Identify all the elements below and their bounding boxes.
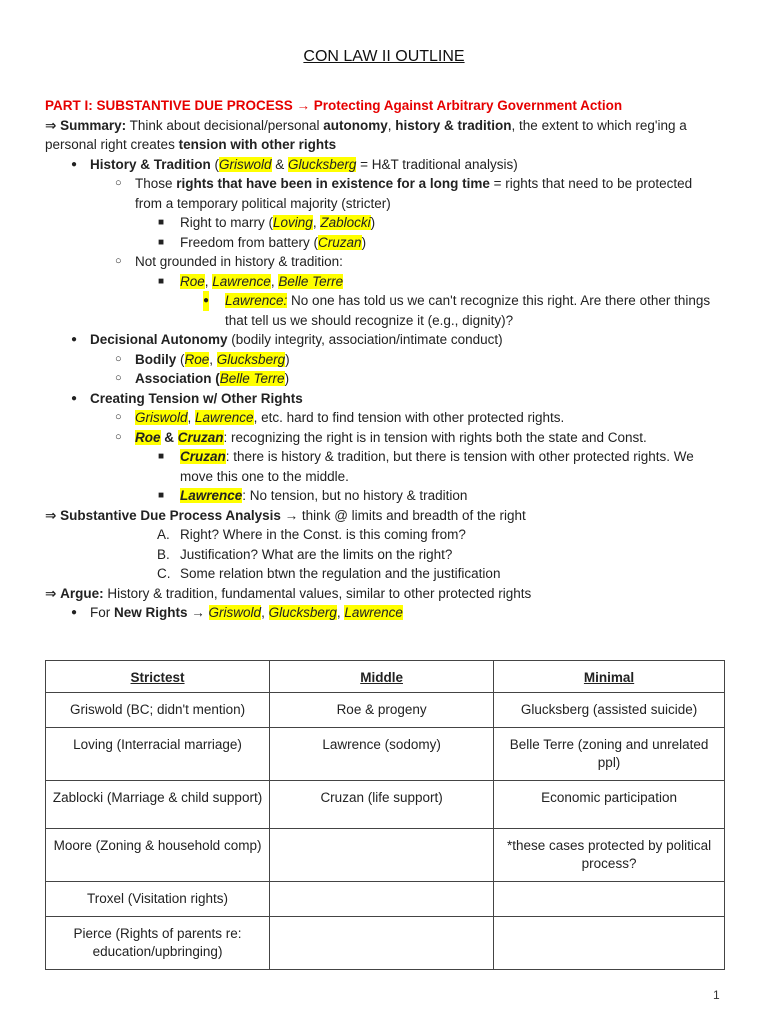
table-cell: Roe & progeny (270, 693, 494, 728)
bullet-label: History & Tradition (90, 156, 211, 172)
text: History & tradition, fundamental values, similar to other protected rights (103, 585, 532, 601)
text: , etc. hard to find tension with other protected rights. (253, 410, 565, 425)
summary-line-1 (45, 116, 735, 136)
case-glucksberg: Glucksberg (216, 351, 286, 367)
case-lawrence: Lawrence (195, 410, 254, 425)
table-row (46, 829, 725, 882)
case-belle-terre: Belle Terre (278, 273, 344, 289)
item-cruzan-cont (45, 467, 735, 487)
text: For (90, 605, 115, 620)
sub-roe-cruzan (45, 428, 735, 448)
bold-text: New Rights (114, 605, 188, 620)
item-lawrence-note-cont (45, 311, 735, 331)
table-cell: Troxel (Visitation rights) (46, 882, 270, 917)
case-roe: Roe (135, 429, 161, 445)
table-cell: *these cases protected by political process? (494, 829, 725, 882)
case-cruzan: Cruzan (318, 234, 362, 250)
table-cell: Economic participation (494, 781, 725, 829)
square-bullet-icon: ■ (158, 236, 165, 248)
case-loving: Loving (273, 215, 313, 230)
text: : there is history & tradition, but there is tension with other protected rights. We (225, 449, 694, 464)
case-lawrence: Lawrence (180, 488, 243, 503)
summary-text: , the extent to which reg'ing a (511, 117, 687, 133)
table-cell (270, 829, 494, 882)
table-cell: Belle Terre (zoning and unrelated ppl) (494, 728, 725, 781)
item-lawrence (45, 486, 735, 506)
text: move this one to the middle. (180, 468, 349, 484)
column-header-minimal: Minimal (494, 661, 725, 693)
case-roe: Roe (180, 273, 205, 289)
case-griswold: Griswold (135, 410, 188, 425)
table-cell: Pierce (Rights of parents re: education/upbringing) (46, 917, 270, 970)
bullet-icon: ● (71, 607, 78, 618)
text: , (312, 215, 321, 230)
item-freedom-from-battery (45, 233, 735, 253)
case-belle-terre: Belle Terre (219, 371, 285, 386)
step-item (45, 545, 735, 565)
text: Right to marry ( (180, 215, 274, 230)
table-row (46, 781, 725, 829)
bold-text: Bodily (135, 351, 177, 367)
table-cell: Lawrence (sodomy) (270, 728, 494, 781)
step-text: Right? Where in the Const. is this coming from? (180, 527, 466, 542)
table-row (46, 882, 725, 917)
dot-bullet-icon: ● (203, 291, 209, 311)
page-number: 1 (713, 988, 720, 1002)
circle-bullet-icon: ○ (115, 352, 122, 365)
column-header-strictest: Strictest (46, 661, 270, 693)
circle-bullet-icon: ○ (115, 372, 122, 384)
table-cell: Moore (Zoning & household comp) (46, 829, 270, 882)
text: (bodily integrity, association/intimate conduct) (227, 332, 503, 347)
document-title: CON LAW II OUTLINE (303, 48, 465, 65)
step-marker: C. (157, 566, 171, 581)
summary-text: Think about decisional/personal (126, 117, 324, 133)
summary-bold-history: history & tradition (395, 117, 512, 133)
text: ) (285, 351, 290, 367)
text: , (204, 273, 213, 289)
text: → think @ limits and breadth of the right (280, 507, 526, 523)
sub-not-grounded (45, 252, 735, 272)
case-cruzan: Cruzan (177, 429, 224, 445)
text: ) (370, 215, 376, 230)
argue-line (45, 584, 735, 604)
text: ) (361, 234, 367, 250)
bullet-icon: ● (71, 158, 78, 170)
table-cell: Loving (Interracial marriage) (46, 728, 270, 781)
text: = H&T traditional analysis) (356, 156, 518, 172)
table-cell: Cruzan (life support) (270, 781, 494, 829)
case-roe: Roe (184, 351, 210, 367)
case-griswold: Griswold (208, 605, 262, 620)
circle-bullet-icon: ○ (115, 255, 122, 267)
text: that tell us we should recognize it (e.g., dignity)? (225, 312, 514, 328)
text: , (187, 410, 196, 425)
sub-association (45, 369, 735, 389)
bullet-label: Decisional Autonomy (90, 332, 228, 347)
case-griswold: Griswold (219, 156, 272, 172)
square-bullet-icon: ■ (158, 451, 165, 462)
bold-text: rights that have been in existence for a long time (176, 176, 490, 191)
bullet-new-rights (45, 603, 735, 623)
text: , (270, 273, 279, 289)
sdp-analysis-label: Substantive Due Process Analysis (60, 507, 281, 523)
bullet-history-tradition (45, 155, 735, 175)
bullet-icon: ● (71, 334, 78, 345)
bold-text: Association ( (135, 371, 220, 386)
circle-bullet-icon: ○ (115, 411, 122, 423)
case-lawrence: Lawrence: (225, 293, 288, 308)
table-cell (494, 882, 725, 917)
sub-griswold-lawrence (45, 408, 735, 428)
table-cell: Glucksberg (assisted suicide) (494, 693, 725, 728)
item-right-to-marry (45, 213, 735, 233)
table-header-row (46, 661, 725, 693)
text: → (187, 605, 209, 620)
step-text: Some relation btwn the regulation and the justification (180, 566, 501, 581)
summary-bold-autonomy: autonomy (323, 117, 388, 133)
table-row (46, 693, 725, 728)
case-lawrence: Lawrence (344, 605, 403, 620)
text: & (271, 156, 289, 172)
square-bullet-icon: ■ (158, 217, 165, 228)
sub-long-existence-cont (45, 194, 735, 214)
bullet-creating-tension (45, 389, 735, 409)
text: , (261, 605, 269, 620)
bold-text: & (160, 429, 178, 445)
table-cell (494, 917, 725, 970)
step-marker: A. (157, 527, 170, 542)
text: , (209, 351, 217, 367)
circle-bullet-icon: ○ (115, 177, 122, 189)
sdp-analysis-line (45, 506, 735, 526)
step-item (45, 564, 735, 584)
case-glucksberg: Glucksberg (288, 156, 357, 172)
scrutiny-table (45, 660, 725, 970)
bullet-decisional-autonomy (45, 330, 735, 350)
text: from a temporary political majority (stricter) (135, 195, 391, 211)
case-cruzan: Cruzan (180, 449, 226, 464)
text: ( (176, 351, 185, 367)
summary-line-2 (45, 135, 735, 155)
square-bullet-icon: ■ (158, 490, 165, 501)
summary-label: Summary: (60, 117, 127, 133)
text: Those (135, 176, 177, 191)
bullet-label: Creating Tension w/ Other Rights (90, 390, 303, 406)
table-row (46, 917, 725, 970)
text: : recognizing the right is in tension with rights both the state and Const. (223, 429, 647, 445)
sub-bodily (45, 350, 735, 370)
text: Not grounded in history & tradition: (135, 254, 343, 269)
summary-text: personal right creates (45, 137, 179, 152)
case-zablocki: Zablocki (320, 215, 371, 230)
step-item (45, 525, 735, 545)
arrow-icon: ⇒ (45, 117, 57, 133)
item-lawrence-note (45, 291, 735, 311)
sub-long-existence (45, 174, 735, 194)
column-header-middle: Middle (270, 661, 494, 693)
summary-text: , (387, 117, 396, 133)
step-text: Justification? What are the limits on the right? (180, 546, 453, 562)
text: ) (284, 371, 290, 386)
part1-heading: PART I: SUBSTANTIVE DUE PROCESS → Protecting Against Arbitrary Government Action (45, 98, 623, 113)
item-cruzan (45, 447, 735, 467)
argue-label: Argue: (60, 585, 104, 601)
table-row (46, 728, 725, 781)
text: No one has told us we can't recognize this right. Are there other things (287, 293, 711, 308)
step-marker: B. (157, 546, 170, 562)
table-cell: Zablocki (Marriage & child support) (46, 781, 270, 829)
item-roe-lawrence-belle (45, 272, 735, 292)
table-cell: Griswold (BC; didn't mention) (46, 693, 270, 728)
table-cell (270, 917, 494, 970)
case-glucksberg: Glucksberg (268, 605, 337, 620)
square-bullet-icon: ■ (158, 275, 165, 287)
arrow-icon: ⇒ (45, 585, 57, 601)
case-lawrence: Lawrence (212, 273, 271, 289)
text: , (336, 605, 345, 620)
summary-bold-tension: tension with other rights (178, 137, 337, 152)
text: Freedom from battery ( (180, 234, 319, 250)
outline-body (45, 96, 735, 623)
table-cell (270, 882, 494, 917)
text: : No tension, but no history & tradition (242, 488, 468, 503)
text: ( (210, 156, 220, 172)
bullet-icon: ● (71, 392, 78, 404)
arrow-icon: ⇒ (45, 507, 57, 523)
text: = rights that need to be protected (489, 176, 693, 191)
circle-bullet-icon: ○ (115, 430, 122, 443)
